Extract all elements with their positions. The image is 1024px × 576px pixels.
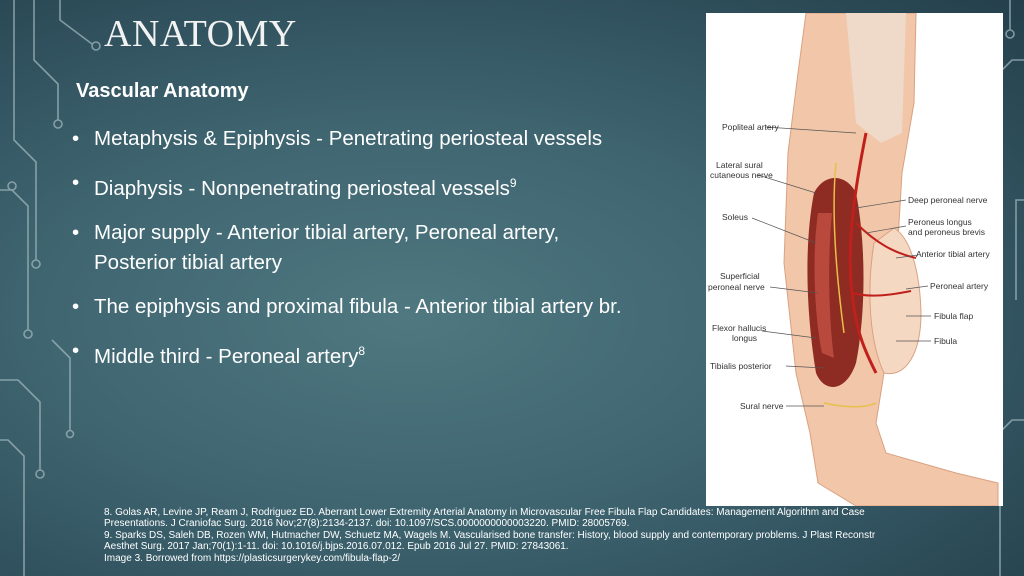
reference-line: 8. Golas AR, Levine JP, Ream J, Rodriguez ED. Aberrant Lower Extremity Arterial Anatomy in Microvascular Free Fibula Flap Candidates: Management Algorithm and Case (104, 507, 865, 518)
leg-anatomy-illustration (706, 13, 1003, 506)
reference-line: 9. Sparks DS, Saleh DB, Rozen WM, Hutmacher DW, Schuetz MA, Wagels M. Vascularised bone transfer: History, blood supply and contemporary problems. J Plast Reconstr (104, 529, 876, 541)
label-peroneal-artery: Peroneal artery (930, 281, 989, 291)
slide-title: ANATOMY (104, 13, 297, 55)
label-flexor: Flexor hallucis (712, 323, 767, 333)
label-fibula: Fibula (934, 336, 958, 346)
label-superficial-2: peroneal nerve (708, 282, 765, 292)
label-deep-peroneal-nerve: Deep peroneal nerve (908, 195, 988, 205)
reference-line: Presentations. J Craniofac Surg. 2016 Nov;27(8):2134-2137. doi: 10.1097/SCS.0000000000003220. PMID: 28005769. (104, 518, 630, 530)
leg-anatomy-figure (706, 13, 1003, 506)
reference-line: Image 3. Borrowed from https://plasticsurgerykey.com/fibula-flap-2/ (104, 552, 401, 564)
label-lateral-sural-2: cutaneous nerve (710, 170, 773, 180)
bullet-list (72, 124, 712, 386)
reference-line: Aesthet Surg. 2017 Jan;70(1):1-11. doi: 10.1016/j.bjps.2016.07.012. Epub 2016 Jul 27. PMID: 27843061. (104, 541, 569, 553)
bullet-item: • Diaphysis - Nonpenetrating periosteal vessels$^9$ (72, 168, 712, 204)
bullet-dot-icon: • (72, 294, 80, 318)
label-flexor-2: longus (732, 333, 758, 343)
label-peroneus-2: and peroneus brevis (908, 227, 986, 237)
bullet-dot-icon: • (72, 171, 80, 194)
label-sural-nerve: Sural nerve (740, 401, 784, 411)
bullet-dot-icon: • (72, 127, 80, 150)
label-anterior-tibial-artery: Anterior tibial artery (916, 249, 990, 259)
label-lateral-sural: Lateral sural (716, 160, 763, 170)
slide-subtitle: Vascular Anatomy (76, 80, 249, 102)
bullet-item: • The epiphysis and proximal fibula - Anterior tibial artery br. (72, 292, 712, 322)
label-superficial: Superficial (720, 271, 760, 281)
bullet-item: • Middle third - Peroneal artery$^8$ (72, 336, 712, 372)
citation-superscript: 9 (509, 176, 517, 190)
label-tibialis-posterior: Tibialis posterior (710, 361, 772, 371)
bullet-item: • Metaphysis & Epiphysis - Penetrating periosteal vessels (72, 124, 712, 154)
bullet-dot-icon: • (72, 220, 80, 244)
bullet-item: • Major supply - Anterior tibial artery, Peroneal artery, Posterior tibial artery (72, 218, 712, 278)
label-peroneus: Peroneus longus (908, 217, 972, 227)
bullet-dot-icon: • (72, 338, 80, 362)
citation-superscript: 8 (358, 343, 366, 358)
label-fibula-flap: Fibula flap (934, 311, 974, 321)
label-soleus: Soleus (722, 212, 748, 222)
references (104, 507, 1004, 564)
label-popliteal-artery: Popliteal artery (722, 122, 779, 132)
